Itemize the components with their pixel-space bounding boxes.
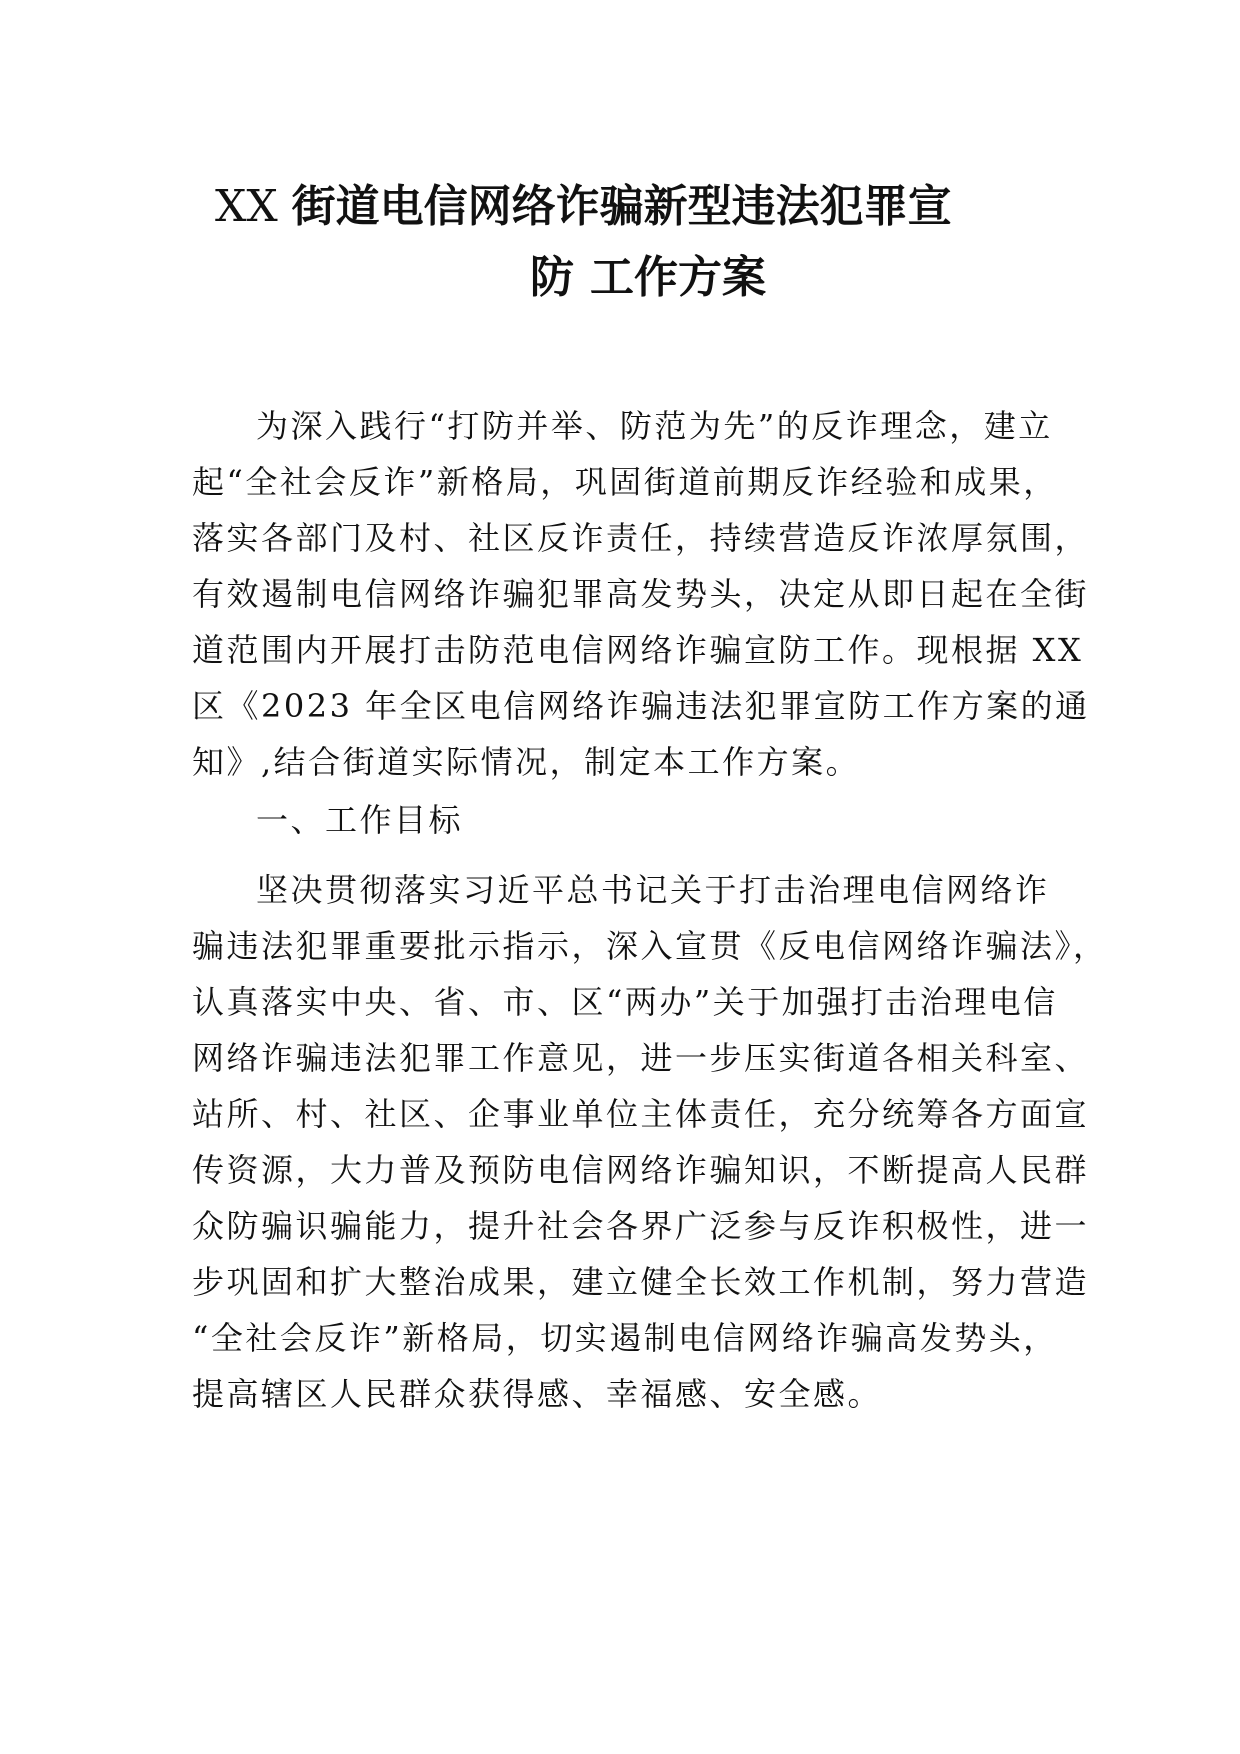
title-prefix: XX [215,181,278,232]
title-text-line-2a: 防 [530,252,574,303]
paragraph-1-line: 知》,结合街道实际情况，制定本工作方案。 [192,743,861,781]
title-text-line-2b: 工作方案 [590,252,766,303]
section-heading: 一、工作目标 [256,801,464,839]
paragraph-2-line: 传资源，大力普及预防电信网络诈骗知识，不断提高人民群 [192,1151,1090,1189]
paragraph-2-line: 步巩固和扩大整治成果，建立健全长效工作机制，努力营造 [192,1263,1090,1301]
paragraph-1-line: 区《2023 年全区电信网络诈骗违法犯罪宣防工作方案的通 [192,687,1090,725]
paragraph-2-line: 众防骗识骗能力，提升社会各界广泛参与反诈积极性，进一 [192,1207,1090,1245]
paragraph-1-line: 落实各部门及村、社区反诈责任，持续营造反诈浓厚氛围， [192,519,1090,557]
paragraph-2-line: 提高辖区人民群众获得感、幸福感、安全感。 [192,1375,883,1413]
paragraph-2-line: 站所、村、社区、企事业单位主体责任，充分统筹各方面宣 [192,1095,1090,1133]
document-title-line-2 [530,248,766,308]
paragraph-2-line: 认真落实中央、省、市、区“两办”关于加强打击治理电信 [192,983,1058,1021]
paragraph-2-line: “全社会反诈”新格局，切实遏制电信网络诈骗高发势头， [192,1319,1058,1357]
paragraph-2-line: 网络诈骗违法犯罪工作意见，进一步压实街道各相关科室、 [192,1039,1090,1077]
paragraph-1-line: 道范围内开展打击防范电信网络诈骗宣防工作。现根据 XX [192,631,1084,669]
paragraph-2-line: 坚决贯彻落实习近平总书记关于打击治理电信网络诈 [256,871,1050,909]
paragraph-1-line: 起“全社会反诈”新格局，巩固街道前期反诈经验和成果， [192,463,1058,501]
title-text-line-1: 街道电信网络诈骗新型违法犯罪宣 [291,181,952,232]
document-title-line-1 [215,177,952,237]
paragraph-1-line: 为深入践行“打防并举、防范为先”的反诈理念，建立 [256,407,1053,445]
paragraph-2-line: 骗违法犯罪重要批示指示，深入宣贯《反电信网络诈骗法》， [192,927,1108,965]
paragraph-1-line: 有效遏制电信网络诈骗犯罪高发势头，决定从即日起在全街 [192,575,1090,613]
